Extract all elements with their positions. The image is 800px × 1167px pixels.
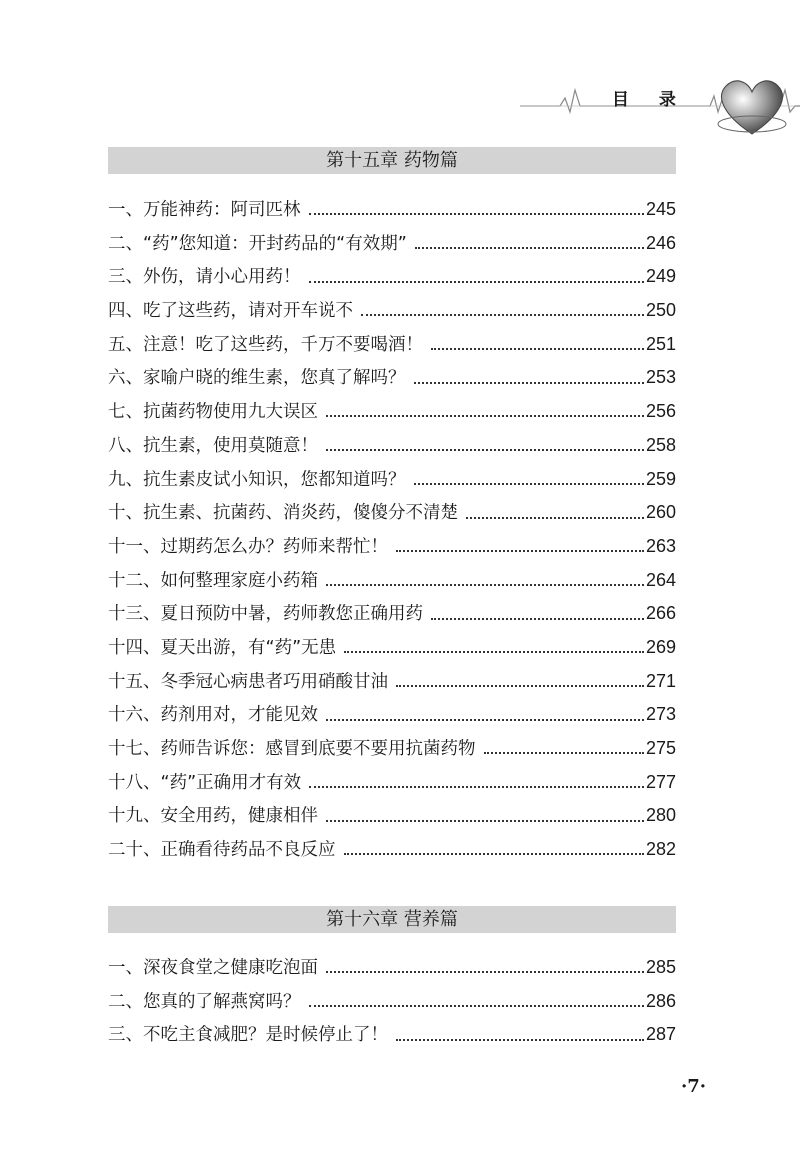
toc-entry-title: 三、外伤，请小心用药！	[108, 267, 301, 288]
toc-entry[interactable]	[108, 466, 676, 500]
toc-entry-page: 260	[645, 502, 676, 523]
dot-leader	[309, 785, 644, 788]
toc-entry-title: 四、吃了这些药，请对开车说不	[108, 301, 353, 322]
toc-entry-title: 一、万能神药：阿司匹林	[108, 200, 301, 220]
toc-entry[interactable]	[108, 432, 676, 466]
toc-entry-page: 287	[645, 1024, 676, 1045]
toc-entry-title: 二、您真的了解燕窝吗？	[108, 991, 301, 1012]
toc-entry[interactable]	[108, 567, 676, 601]
heart-icon	[712, 72, 792, 142]
toc-entry[interactable]	[108, 954, 676, 988]
toc-entry-title: 十、抗生素、抗菌药、消炎药，傻傻分不清楚	[108, 503, 458, 524]
dot-leader	[326, 819, 644, 822]
toc-entry-title: 六、家喻户晓的维生素，您真了解吗？	[108, 368, 406, 389]
toc-entry-page: 273	[645, 704, 676, 725]
toc-entry-page: 280	[645, 805, 676, 826]
toc-entry[interactable]	[108, 769, 676, 803]
dot-leader	[415, 246, 644, 249]
dot-leader	[361, 313, 644, 316]
toc-entry-title: 十一、过期药怎么办？药师来帮忙！	[108, 536, 388, 557]
toc-entry[interactable]	[108, 499, 676, 533]
toc-entry[interactable]	[108, 634, 676, 668]
dot-leader	[414, 482, 644, 485]
toc-entry[interactable]	[108, 988, 676, 1022]
toc-entry[interactable]	[108, 364, 676, 398]
toc-entry-page: 250	[645, 300, 676, 321]
toc-entry[interactable]	[108, 196, 676, 230]
toc-entry[interactable]	[108, 701, 676, 735]
dot-leader	[344, 650, 644, 653]
toc-entry-page: 258	[645, 434, 676, 455]
toc-entry-page: 263	[645, 535, 676, 556]
toc-entry-page: 259	[645, 468, 676, 489]
toc-entry[interactable]	[108, 600, 676, 634]
toc-entry-title: 二、“药”您知道：开封药品的“有效期”	[108, 233, 407, 254]
toc-entry[interactable]	[108, 398, 676, 432]
toc-entry[interactable]	[108, 735, 676, 769]
toc-entry-title: 八、抗生素，使用莫随意！	[108, 435, 318, 456]
toc-entry-page: 275	[645, 738, 676, 758]
toc-entry-title: 十四、夏天出游，有“药”无患	[108, 637, 337, 658]
dot-leader	[309, 1004, 644, 1007]
toc-entry[interactable]	[108, 802, 676, 836]
toc-entry-title: 十八、“药”正确用才有效	[108, 772, 302, 793]
dot-leader	[396, 549, 644, 552]
dot-leader	[326, 448, 644, 451]
toc-entry-page: 282	[645, 839, 676, 860]
page-number: ·7·	[681, 1076, 707, 1097]
toc-entry[interactable]	[108, 263, 676, 297]
toc-entry-page: 271	[645, 670, 676, 691]
toc-entry-title: 七、抗菌药物使用九大误区	[108, 402, 318, 423]
toc-entry-page: 249	[645, 266, 676, 287]
chapter-heading: 第十五章 药物篇	[108, 147, 676, 174]
toc-entry-title: 十三、夏日预防中暑，药师教您正确用药	[108, 604, 423, 625]
toc-entry-title: 三、不吃主食减肥？是时候停止了！	[108, 1025, 388, 1046]
toc-entry-title: 二十、正确看待药品不良反应	[108, 840, 336, 861]
toc-entry-page: 246	[645, 232, 676, 253]
toc-entry-title: 十九、安全用药，健康相伴	[108, 806, 318, 827]
dot-leader	[466, 516, 644, 519]
toc-entry[interactable]	[108, 230, 676, 264]
toc-entry[interactable]	[108, 331, 676, 365]
toc-entry[interactable]	[108, 297, 676, 331]
toc-entry-page: 264	[645, 569, 676, 590]
dot-leader	[414, 381, 644, 384]
toc-list	[108, 196, 676, 870]
toc-entry-page: 266	[645, 603, 676, 624]
toc-entry-title: 十六、药剂用对，才能见效	[108, 705, 318, 726]
page-header	[0, 60, 800, 150]
dot-leader	[344, 852, 644, 855]
toc-entry-title: 十七、药师告诉您：感冒到底要不要用抗菌药物	[108, 739, 476, 759]
dot-leader	[396, 684, 644, 687]
toc-entry-page: 285	[645, 957, 676, 977]
toc-entry-page: 251	[645, 333, 676, 354]
toc-entry-title: 十五、冬季冠心病患者巧用硝酸甘油	[108, 671, 388, 692]
dot-leader	[326, 414, 644, 417]
dot-leader	[309, 212, 644, 215]
toc-entry-page: 245	[645, 199, 676, 219]
toc-entry-title: 九、抗生素皮试小知识，您都知道吗？	[108, 469, 406, 490]
toc-entry[interactable]	[108, 533, 676, 567]
header-title: 目 录	[612, 90, 688, 110]
toc-entry[interactable]	[108, 836, 676, 870]
toc-list	[108, 954, 676, 1055]
dot-leader	[431, 347, 644, 350]
dot-leader	[326, 583, 644, 586]
toc-entry[interactable]	[108, 1021, 676, 1055]
dot-leader	[396, 1038, 644, 1041]
toc-entry-page: 253	[645, 367, 676, 388]
dot-leader	[326, 718, 644, 721]
toc-entry-page: 286	[645, 990, 676, 1011]
dot-leader	[309, 280, 644, 283]
toc-entry-page: 277	[645, 771, 676, 792]
toc-entry-title: 五、注意！吃了这些药，千万不要喝酒！	[108, 334, 423, 355]
toc-entry-title: 一、深夜食堂之健康吃泡面	[108, 958, 318, 978]
toc-entry-title: 十二、如何整理家庭小药箱	[108, 570, 318, 591]
dot-leader	[326, 970, 644, 973]
toc-entry-page: 269	[645, 636, 676, 657]
toc-entry[interactable]	[108, 668, 676, 702]
chapter-heading: 第十六章 营养篇	[108, 906, 676, 933]
dot-leader	[484, 751, 644, 754]
toc-entry-page: 256	[645, 401, 676, 422]
dot-leader	[431, 617, 644, 620]
